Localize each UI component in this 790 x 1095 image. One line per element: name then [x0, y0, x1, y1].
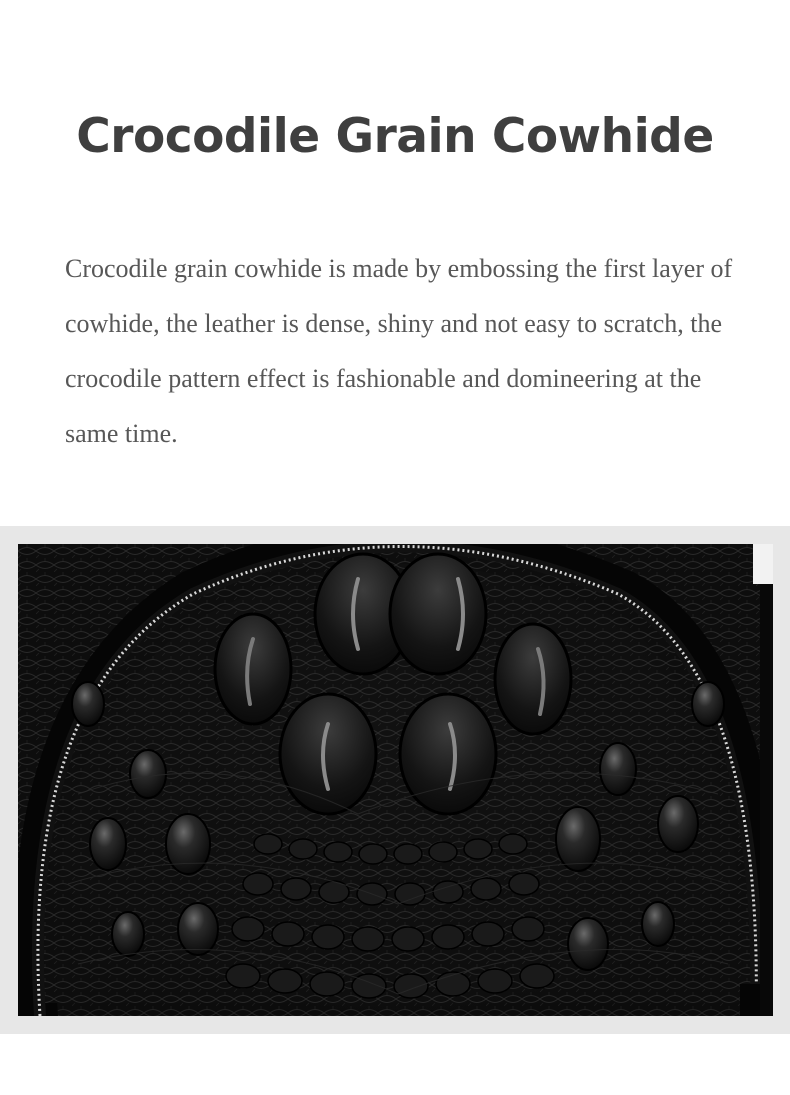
crocodile-leather-photo	[18, 544, 773, 1016]
material-description: Crocodile grain cowhide is made by embossing the first layer of cowhide, the leather is dense, shiny and not easy to scratch, the crocodile pattern effect is fashionable and domineering at the same time.	[65, 254, 733, 448]
section-title: Crocodile Grain Cowhide	[76, 109, 714, 164]
photo-frame	[0, 526, 790, 1034]
